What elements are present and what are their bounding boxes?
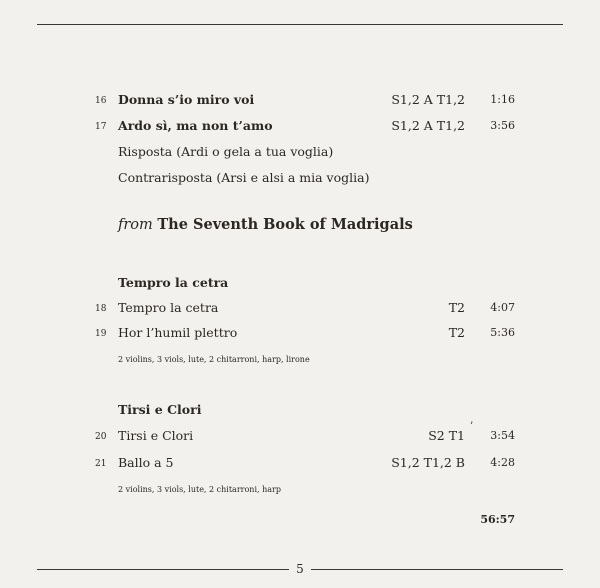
track-time: 5:36	[490, 326, 515, 339]
track-time: 4:07	[490, 301, 515, 314]
track-title: Ballo a 5	[118, 455, 174, 470]
section-title-tempro: Tempro la cetra	[118, 275, 229, 290]
track-voices: S1,2 A T1,2	[391, 92, 465, 107]
track-row	[0, 325, 600, 345]
track-time: 4:28	[490, 456, 515, 469]
total-duration: 56:57	[480, 513, 515, 526]
track-title: Tirsi e Clori	[118, 428, 194, 443]
instrumentation-note: 2 violins, 3 viols, lute, 2 chitarroni, harp, lirone	[118, 355, 310, 364]
track-voices: S2 T1	[428, 428, 465, 443]
track-row	[0, 118, 600, 138]
heading-from: from	[118, 217, 153, 233]
track-row	[0, 300, 600, 320]
tick-mark: ’	[470, 421, 474, 432]
heading-book: The Seventh Book of Madrigals	[157, 216, 413, 233]
track-number: 19	[95, 329, 107, 339]
page-number	[0, 560, 600, 578]
subpart-risposta: Risposta (Ardi o gela a tua voglia)	[118, 144, 334, 159]
track-title: Tempro la cetra	[118, 300, 219, 315]
page-number-label: 5	[289, 562, 311, 576]
subpart-contrarisposta: Contrarisposta (Arsi e alsi a mia voglia)	[118, 170, 370, 185]
track-voices: T2	[448, 300, 465, 315]
track-voices: S1,2 A T1,2	[391, 118, 465, 133]
track-row	[0, 455, 600, 475]
track-number: 16	[95, 96, 107, 106]
book-heading	[118, 216, 413, 233]
track-row	[0, 428, 600, 448]
section-title-tirsi: Tirsi e Clori	[118, 402, 202, 417]
track-title: Hor l’humil plettro	[118, 325, 238, 340]
track-number: 18	[95, 304, 107, 314]
instrumentation-note: 2 violins, 3 viols, lute, 2 chitarroni, harp	[118, 485, 281, 494]
track-row	[0, 92, 600, 112]
track-voices: T2	[448, 325, 465, 340]
track-number: 21	[95, 459, 107, 469]
track-number: 17	[95, 122, 107, 132]
track-title: Donna s’io miro voi	[118, 92, 255, 107]
track-time: 3:56	[490, 119, 515, 132]
track-time: 3:54	[490, 429, 515, 442]
track-voices: S1,2 T1,2 B	[391, 455, 465, 470]
top-rule	[37, 24, 563, 25]
track-number: 20	[95, 432, 107, 442]
track-title: Ardo sì, ma non t’amo	[118, 118, 273, 133]
track-time: 1:16	[490, 93, 515, 106]
